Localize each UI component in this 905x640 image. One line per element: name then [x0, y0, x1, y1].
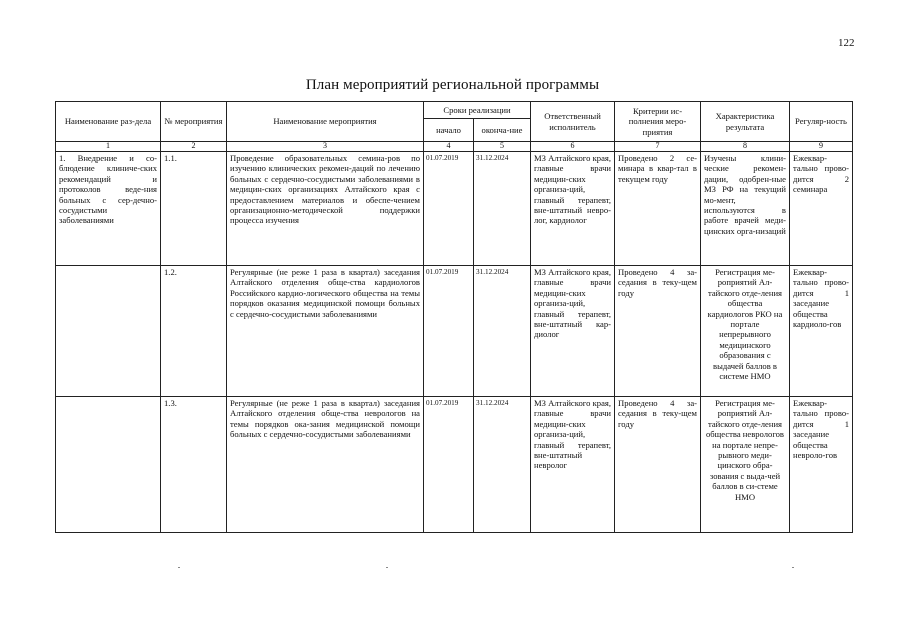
column-number-row: [56, 142, 853, 152]
cell-characteristic: Регистрация ме-роприятий Ал-тайского отде-ления общества неврологов на портале непре-рывного меди-цинского обра-зования с выда-чей баллов в си-стеме НМО: [701, 397, 790, 533]
cell-start-date: 01.07.2019: [424, 397, 474, 533]
table-row: [56, 397, 853, 533]
activity-plan-table: [55, 101, 853, 533]
column-number: 7: [615, 142, 701, 152]
cell-responsible: МЗ Алтайского края, главные врачи медицин-ских организа-ций, главный терапевт, вне-штатный кар-диолог: [531, 266, 615, 397]
table-row: [56, 152, 853, 266]
column-number: 3: [227, 142, 424, 152]
cell-regularity: Ежеквар-тально прово-дится 1 заседание общества кардиоло-гов: [790, 266, 853, 397]
cell-activity: Проведение образовательных семина-ров по изучению клинических рекомен-даций по лечению больных с сердечно-сосудистыми заболеваниями в медицин-ских организациях Алтайского края с предоставлением материалов и обеспе-чением организационно-методической поддержки процесса изучения: [227, 152, 424, 266]
cell-start-date: 01.07.2019: [424, 266, 474, 397]
cell-criteria: Проведено 4 за-седания в теку-щем году: [615, 397, 701, 533]
cell-section: [56, 397, 161, 533]
header-responsible: Ответственный исполнитель: [531, 102, 615, 142]
cell-regularity: Ежеквар-тально прово-дится 2 семинара: [790, 152, 853, 266]
column-number: 5: [474, 142, 531, 152]
header-end: оконча-ние: [474, 119, 531, 142]
cell-activity: Регулярные (не реже 1 раза в квартал) заседания Алтайского отделения обще-ства кардиологов Российского кардио-логического общества на темы порядков оказания медицинской помощи больных с сердечно-сосудистыми заболеваниями: [227, 266, 424, 397]
cell-characteristic: Регистрация ме-роприятий Ал-тайского отде-ления общества кардиологов РКО на портале непрерывного медицинского образования с выдачей баллов в системе НМО: [701, 266, 790, 397]
table-header-row: [56, 102, 853, 119]
scan-dot: [386, 567, 388, 568]
column-number: 9: [790, 142, 853, 152]
scan-dot: [178, 567, 180, 568]
header-terms: Сроки реализации: [424, 102, 531, 119]
cell-characteristic: Изучены клини-ческие рекомен-дации, одобрен-ные МЗ РФ на текущий мо-мент, используются в работе врачей меди-цинских орга-низаций: [701, 152, 790, 266]
header-characteristic: Характеристика результата: [701, 102, 790, 142]
cell-responsible: МЗ Алтайского края, главные врачи медицин-ских организа-ций, главный терапевт, вне-штатный невролог: [531, 397, 615, 533]
cell-end-date: 31.12.2024: [474, 397, 531, 533]
cell-criteria: Проведено 2 се-минара в квар-тал в текущем году: [615, 152, 701, 266]
cell-regularity: Ежеквар-тально прово-дится 1 заседание общества невроло-гов: [790, 397, 853, 533]
header-regularity: Регуляр-ность: [790, 102, 853, 142]
cell-section: [56, 266, 161, 397]
header-start: начало: [424, 119, 474, 142]
cell-section: 1. Внедрение и со-блюдение клиниче-ских рекомендаций и протоколов веде-ния больных с сер-дечно-сосудистыми заболеваниями: [56, 152, 161, 266]
cell-number: 1.2.: [161, 266, 227, 397]
column-number: 2: [161, 142, 227, 152]
cell-responsible: МЗ Алтайского края, главные врачи медицин-ских организа-ций, главный терапевт, вне-штатный невро-лог, кардиолог: [531, 152, 615, 266]
cell-start-date: 01.07.2019: [424, 152, 474, 266]
column-number: 1: [56, 142, 161, 152]
column-number: 6: [531, 142, 615, 152]
table-row: [56, 266, 853, 397]
page-number: 122: [838, 37, 855, 49]
document-title: План мероприятий региональной программы: [305, 77, 600, 93]
cell-end-date: 31.12.2024: [474, 152, 531, 266]
cell-number: 1.3.: [161, 397, 227, 533]
header-criteria: Критерии ис-полнения меро-приятия: [615, 102, 701, 142]
cell-activity: Регулярные (не реже 1 раза в квартал) заседания Алтайского отделения обще-ства неврологов на темы порядков ока-зания медицинской помощи больных с сердечно-сосудистыми заболеваниями: [227, 397, 424, 533]
column-number: 4: [424, 142, 474, 152]
header-section: Наименование раз-дела: [56, 102, 161, 142]
column-number: 8: [701, 142, 790, 152]
header-number: № мероприятия: [161, 102, 227, 142]
cell-number: 1.1.: [161, 152, 227, 266]
scan-dot: [792, 567, 794, 568]
header-activity: Наименование мероприятия: [227, 102, 424, 142]
cell-criteria: Проведено 4 за-седания в теку-щем году: [615, 266, 701, 397]
cell-end-date: 31.12.2024: [474, 266, 531, 397]
